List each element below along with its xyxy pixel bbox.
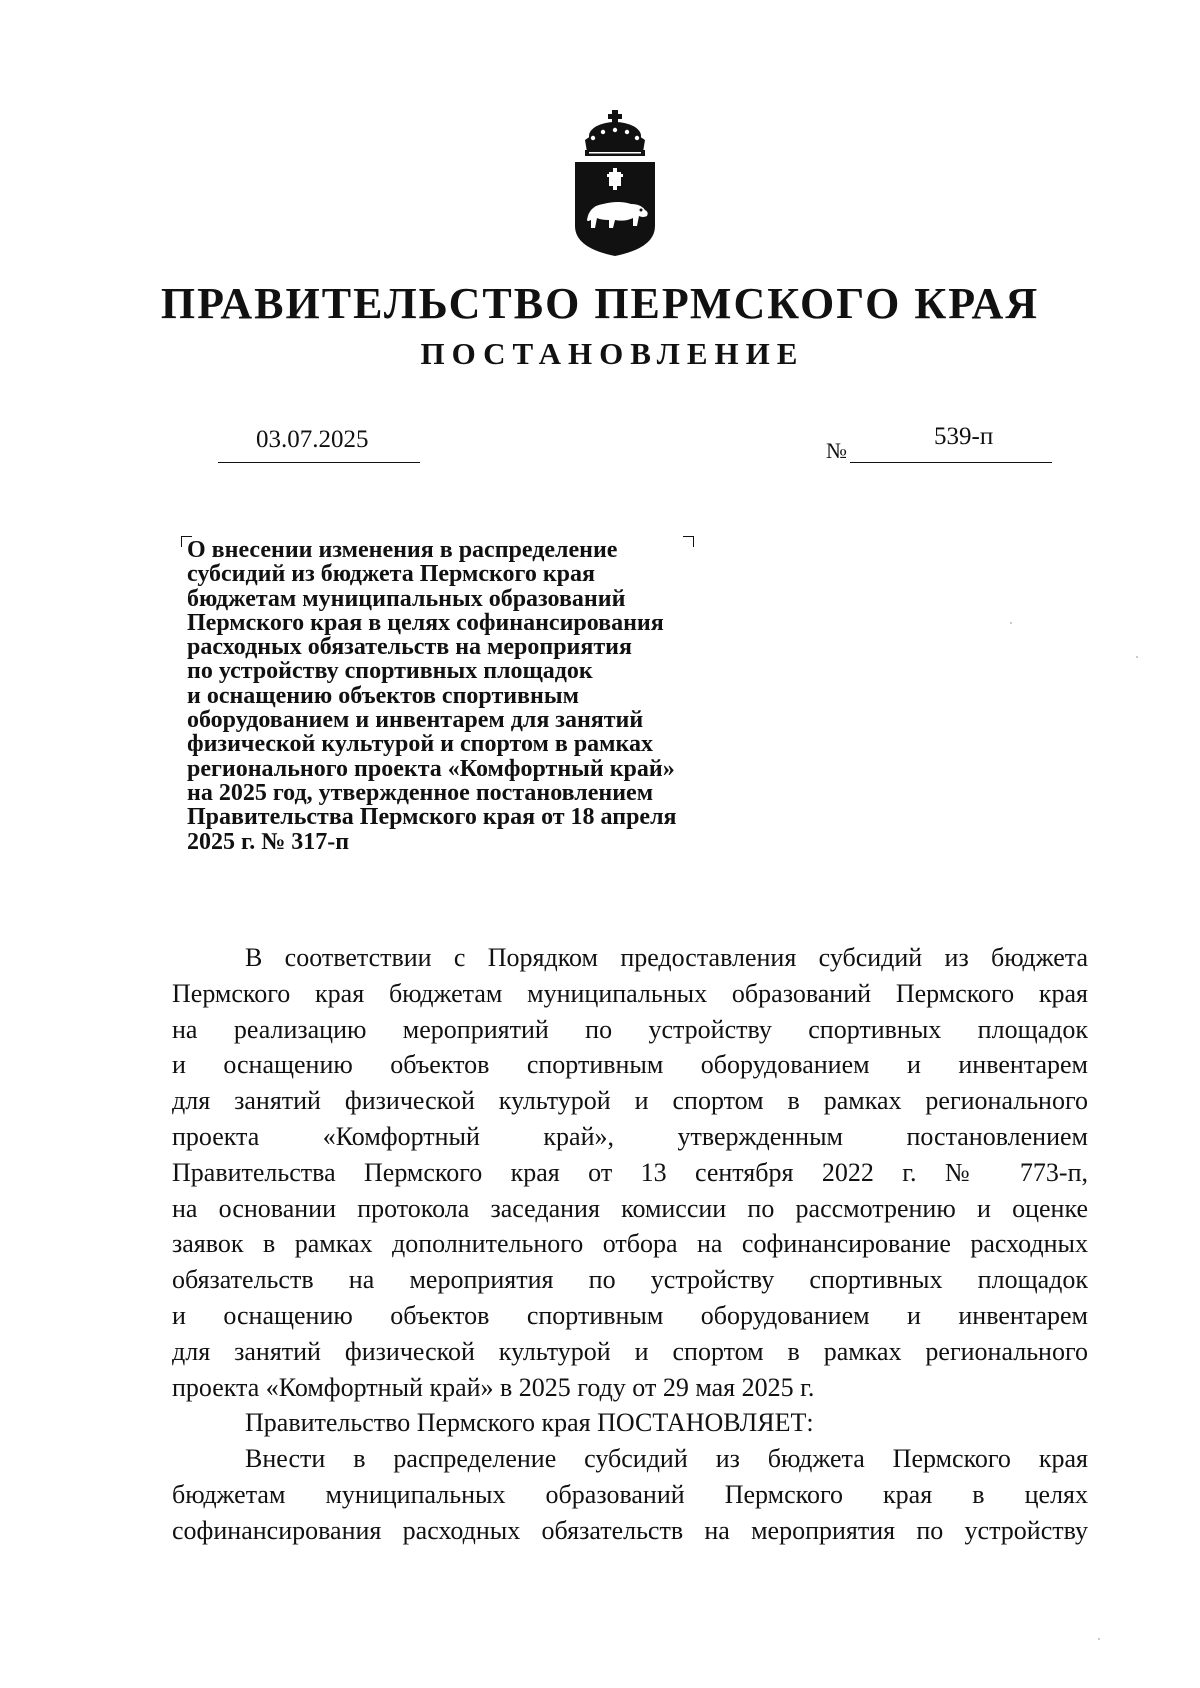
body-line: проекта «Комфортный край», утвержденным постановлением (172, 1121, 1088, 1151)
body-line: для занятий физической культурой и спортом в рамках регионального (172, 1086, 1088, 1116)
body-line: Правительство Пермского края ПОСТАНОВЛЯЕТ: (245, 1408, 814, 1438)
body-line: для занятий физической культурой и спортом в рамках регионального (172, 1336, 1088, 1366)
document-number: 539-п (934, 423, 994, 450)
perm-krai-coat-of-arms-icon (567, 108, 663, 258)
document-type-heading: ПОСТАНОВЛЕНИЕ (420, 336, 805, 371)
subject-line: бюджетам муниципальных образований (187, 585, 626, 612)
body-line: Правительства Пермского края от 13 сентября 2022 г. № 773-п, (172, 1157, 1088, 1187)
body-line: В соответствии с Порядком предоставления субсидий из бюджета (245, 943, 1088, 972)
number-field (826, 420, 1052, 462)
body-line: Пермского края бюджетам муниципальных образований Пермского края (172, 978, 1088, 1008)
subject-heading (187, 538, 787, 854)
body-line: заявок в рамках дополнительного отбора на софинансирование расходных (172, 1229, 1088, 1259)
scan-speck (1010, 622, 1012, 624)
subject-line: расходных обязательств на мероприятия (187, 634, 632, 661)
body-line: и оснащению объектов спортивным оборудованием и инвентарем (172, 1300, 1088, 1330)
subject-line: Правительства Пермского края от 18 апреля (187, 804, 677, 831)
body-text (172, 940, 1088, 1549)
subject-line: регионального проекта «Комфортный край» (187, 755, 675, 782)
body-line: бюджетам муниципальных образований Пермского края в целях (172, 1479, 1088, 1509)
government-title: ПРАВИТЕЛЬСТВО ПЕРМСКОГО КРАЯ (160, 279, 1040, 328)
subject-line: оборудованием и инвентарем для занятий (187, 707, 644, 734)
subject-line: О внесении изменения в распределение (187, 537, 618, 563)
date-field (218, 420, 420, 463)
subject-line: физической культурой и спортом в рамках (187, 731, 653, 758)
subject-line: на 2025 год, утвержденное постановлением (187, 779, 654, 806)
body-line: обязательств на мероприятия по устройству спортивных площадок (172, 1265, 1088, 1295)
scan-speck (1136, 656, 1138, 658)
number-underline (850, 420, 1052, 463)
body-line: на основании протокола заседания комиссии по рассмотрению и оценке (172, 1193, 1088, 1223)
subject-line: по устройству спортивных площадок (187, 658, 593, 685)
subject-line: 2025 г. № 317-п (187, 828, 350, 855)
body-line: Внести в распределение субсидий из бюджета Пермского края (245, 1444, 1088, 1474)
subject-line: Пермского края в целях софинансирования (187, 609, 664, 636)
subject-line: и оснащению объектов спортивным (187, 682, 579, 709)
body-line: проекта «Комфортный край» в 2025 году от 29 мая 2025 г. (172, 1372, 815, 1402)
subject-line: субсидий из бюджета Пермского края (187, 561, 595, 588)
body-line: на реализацию мероприятий по устройству спортивных площадок (172, 1014, 1088, 1044)
number-sign: № (826, 438, 847, 463)
document-date: 03.07.2025 (256, 426, 369, 453)
body-line: и оснащению объектов спортивным оборудованием и инвентарем (172, 1050, 1088, 1080)
body-line: софинансирования расходных обязательств на мероприятия по устройству (172, 1515, 1088, 1545)
scan-speck (1098, 1638, 1100, 1640)
